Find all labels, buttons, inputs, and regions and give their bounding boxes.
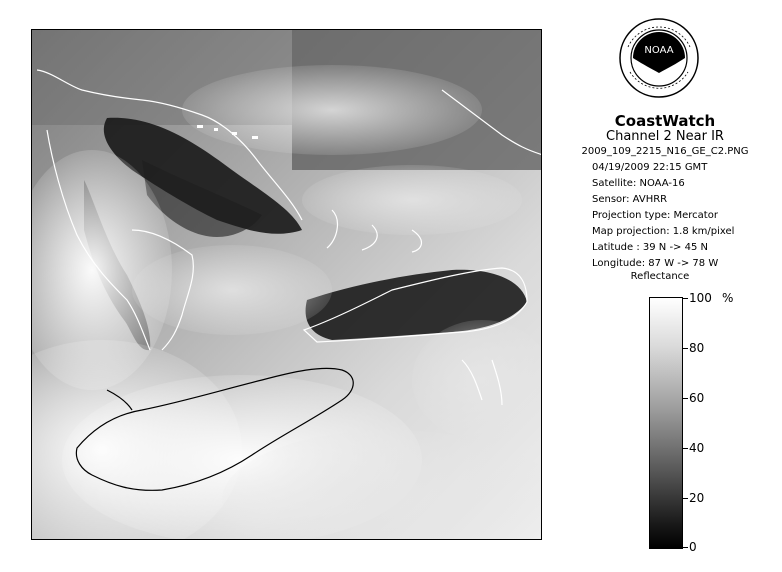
cloud-streak — [232, 132, 237, 135]
unit-label: % — [722, 291, 734, 305]
tick-label-0: 0 — [689, 540, 697, 554]
tick-20 — [683, 498, 688, 499]
latitude: Latitude : 39 N -> 45 N — [592, 242, 708, 253]
reflectance-colorbar — [649, 297, 683, 549]
datetime: 04/19/2009 22:15 GMT — [592, 162, 708, 173]
tick-label-100: 100 — [689, 291, 712, 305]
product-name: Channel 2 Near IR — [606, 129, 724, 144]
cloud-north-band — [182, 65, 482, 155]
longitude: Longitude: 87 W -> 78 W — [592, 258, 719, 269]
noaa-logo-text: NOAA — [644, 45, 674, 56]
sensor: Sensor: AVHRR — [592, 194, 668, 205]
map-projection: Map projection: 1.8 km/pixel — [592, 226, 735, 237]
tick-label-20: 20 — [689, 491, 705, 505]
file-name: 2009_109_2215_N16_GE_C2.PNG — [581, 146, 749, 157]
cloud-streak — [252, 136, 258, 139]
satellite: Satellite: NOAA-16 — [592, 178, 685, 189]
tick-label-80: 80 — [689, 341, 705, 355]
tick-label-60: 60 — [689, 391, 705, 405]
cloud-streak — [214, 128, 218, 131]
satellite-image-svg — [32, 30, 542, 540]
tick-label-40: 40 — [689, 441, 705, 455]
cloud-east-band — [302, 165, 522, 235]
scale-label: Reflectance — [630, 271, 690, 282]
cloud-central — [132, 245, 332, 335]
brand-title: CoastWatch — [614, 112, 716, 130]
noaa-logo-svg — [618, 17, 700, 99]
tick-60 — [683, 398, 688, 399]
tick-0 — [683, 547, 688, 548]
noaa-logo — [618, 17, 700, 109]
tick-80 — [683, 348, 688, 349]
tick-100 — [683, 298, 688, 299]
satellite-image — [31, 29, 542, 540]
tick-40 — [683, 448, 688, 449]
projection-type: Projection type: Mercator — [592, 210, 718, 221]
cloud-streak — [197, 125, 203, 128]
